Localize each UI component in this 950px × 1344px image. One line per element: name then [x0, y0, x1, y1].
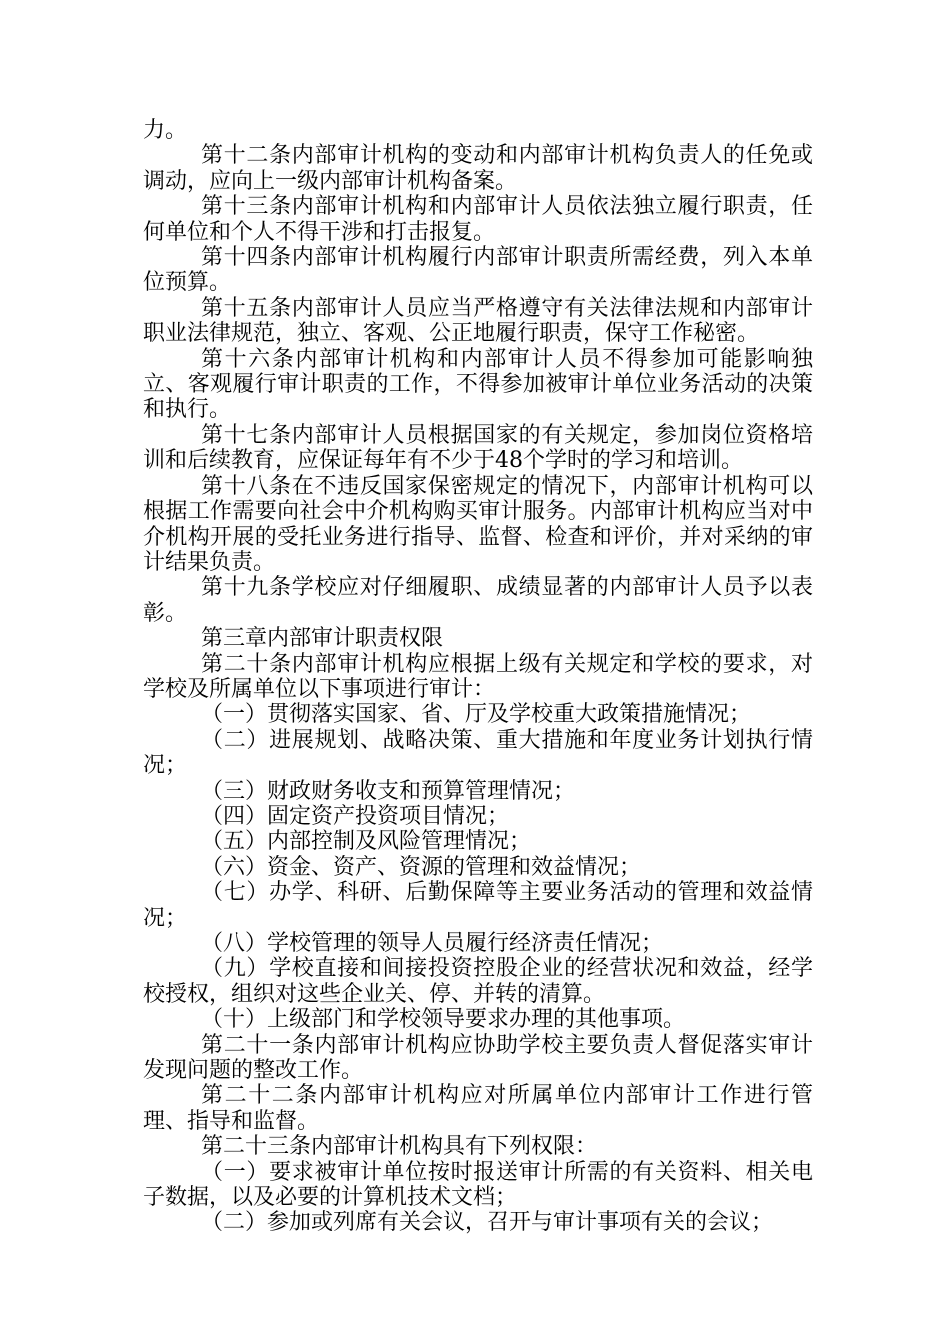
list-item-paragraph: （四）固定资产投资项目情况； [201, 803, 510, 829]
article-paragraph: 第二十一条内部审计机构应协助学校主要负责人督促落实审计发现问题的整改工作。 [143, 1032, 813, 1084]
article-paragraph: 第十五条内部审计人员应当严格遵守有关法律法规和内部审计职业法律规范，独立、客观、公正地履行职责，保守工作秘密。 [143, 295, 813, 347]
article-paragraph: 第二十条内部审计机构应根据上级有关规定和学校的要求，对学校及所属单位以下事项进行审计： [143, 651, 813, 702]
list-item-paragraph: （七）办学、科研、后勤保障等主要业务活动的管理和效益情况； [143, 880, 813, 931]
article-paragraph: 第十九条学校应对仔细履职、成绩显著的内部审计人员予以表彰。 [143, 575, 813, 626]
article-paragraph: 第十六条内部审计机构和内部审计人员不得参加可能影响独立、客观履行审计职责的工作，不得参加被审计单位业务活动的决策和执行。 [143, 346, 813, 423]
document-body [143, 118, 813, 1236]
list-item-paragraph: （八）学校管理的领导人员履行经济责任情况； [201, 931, 664, 956]
article-paragraph: 力。 [143, 118, 188, 143]
list-item-paragraph: （二）进展规划、战略决策、重大措施和年度业务计划执行情况； [143, 727, 813, 779]
list-item-paragraph: （十）上级部门和学校领导要求办理的其他事项。 [201, 1007, 686, 1033]
article-paragraph: 第三章内部审计职责权限 [201, 626, 444, 652]
list-item-paragraph: （二）参加或列席有关会议，召开与审计事项有关的会议； [201, 1210, 774, 1236]
article-paragraph: 第十二条内部审计机构的变动和内部审计机构负责人的任免或调动，应向上一级内部审计机构备案。 [143, 143, 813, 194]
article-paragraph: 第十三条内部审计机构和内部审计人员依法独立履行职责，任何单位和个人不得干涉和打击报复。 [143, 194, 813, 245]
list-item-paragraph: （五）内部控制及风险管理情况； [201, 829, 532, 855]
article-paragraph: 第十四条内部审计机构履行内部审计职责所需经费，列入本单位预算。 [143, 245, 813, 296]
article-paragraph: 第二十二条内部审计机构应对所属单位内部审计工作进行管理、指导和监督。 [143, 1083, 813, 1134]
list-item-paragraph: （六）资金、资产、资源的管理和效益情况； [201, 854, 642, 880]
article-paragraph: 第十七条内部审计人员根据国家的有关规定，参加岗位资格培训和后续教育，应保证每年有不少于48个学时的学习和培训。 [143, 422, 813, 474]
list-item-paragraph: （三）财政财务收支和预算管理情况； [201, 778, 576, 804]
article-paragraph: 第二十三条内部审计机构具有下列权限： [201, 1134, 598, 1160]
list-item-paragraph: （九）学校直接和间接投资控股企业的经营状况和效益，经学校授权，组织对这些企业关、停、并转的清算。 [143, 956, 813, 1007]
list-item-paragraph: （一）要求被审计单位按时报送审计所需的有关资料、相关电子数据，以及必要的计算机技术文档； [143, 1159, 813, 1211]
article-paragraph: 第十八条在不违反国家保密规定的情况下，内部审计机构可以根据工作需要向社会中介机构购买审计服务。内部审计机构应当对中介机构开展的受托业务进行指导、监督、检查和评价，并对采纳的审计结果负责。 [143, 473, 813, 575]
list-item-paragraph: （一）贯彻落实国家、省、厅及学校重大政策措施情况； [201, 702, 752, 728]
